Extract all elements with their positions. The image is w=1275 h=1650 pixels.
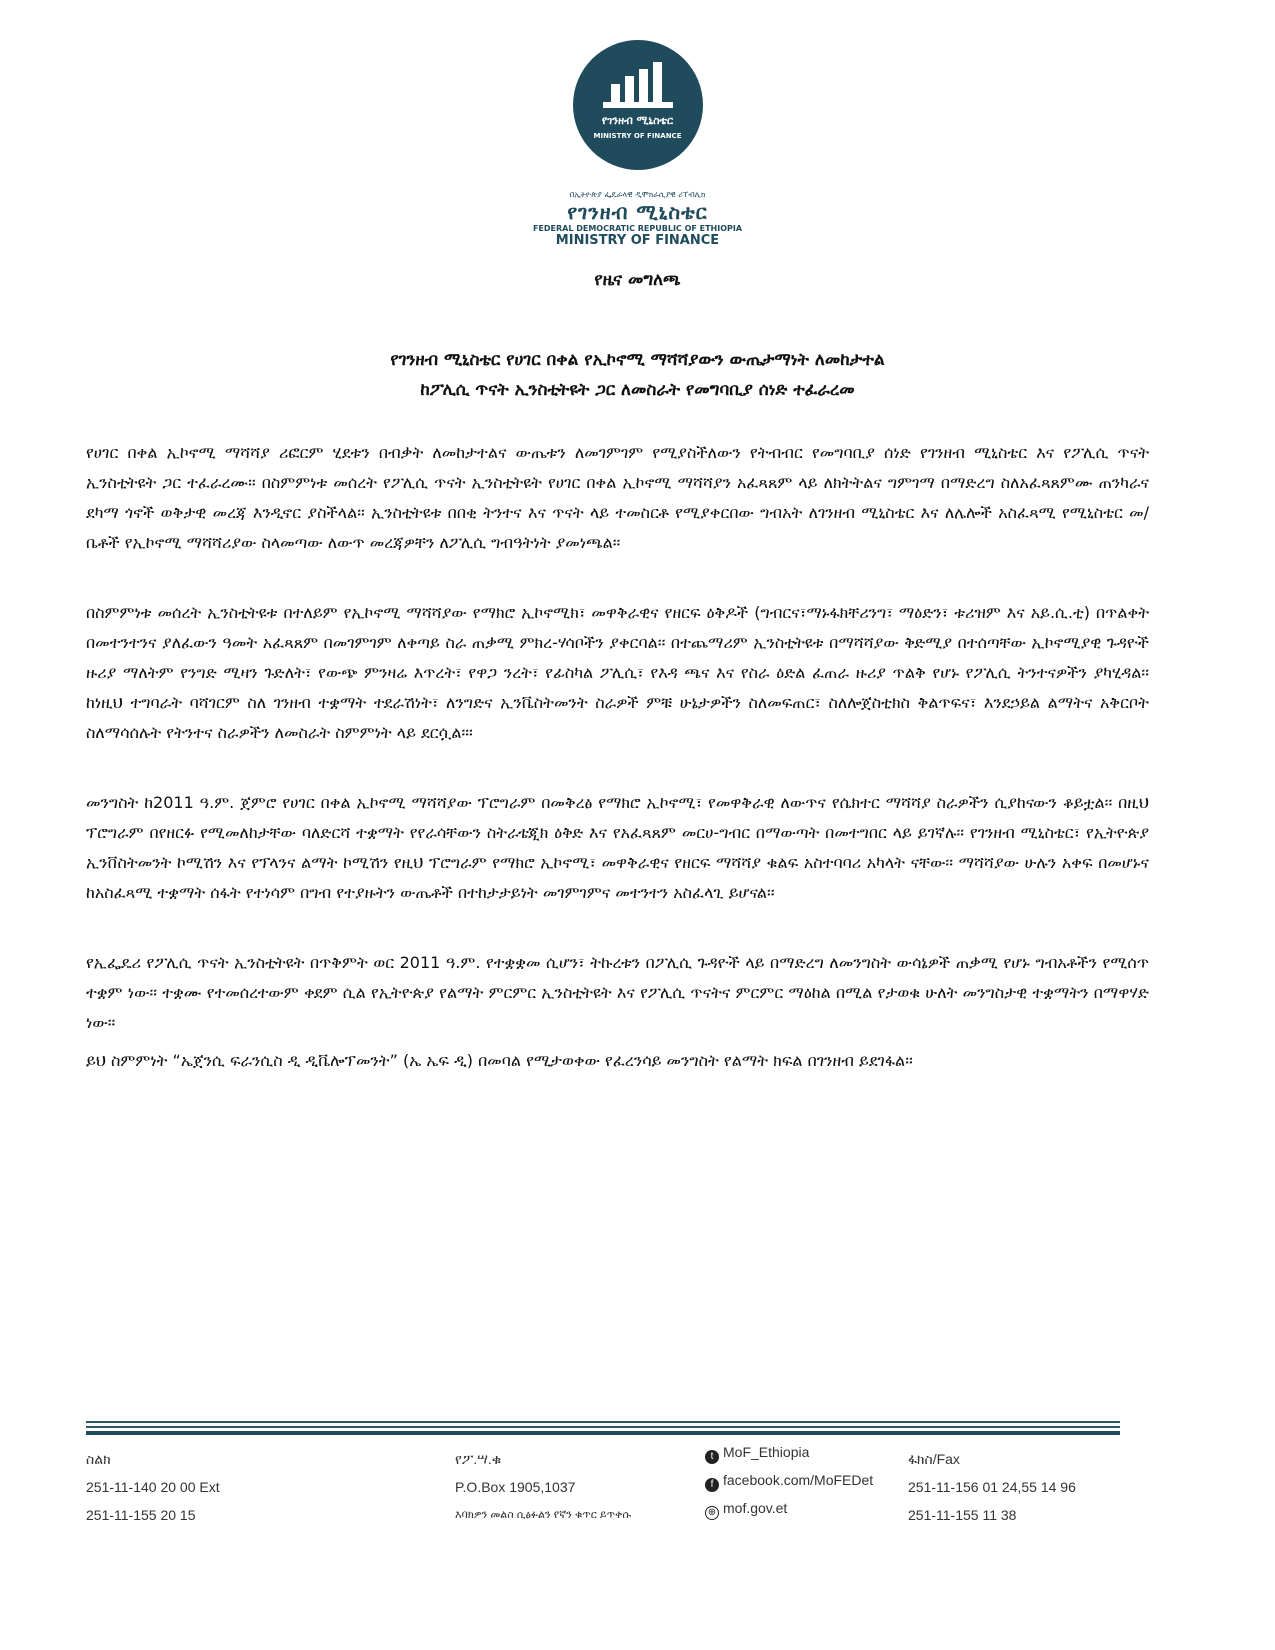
twitter-link[interactable]: MoF_Ethiopia bbox=[723, 1444, 810, 1460]
document-title: የገንዘብ ሚኒስቴር የሀገር በቀል የኢኮኖሚ ማሻሻያውን ውጤታማነት ለመከታተል ከፖሊሲ ጥናት ኢንስቲትዩት ጋር ለመስራት የመግባቢያ ሰነድ ተፈራረመ bbox=[390, 350, 885, 400]
footer-divider bbox=[86, 1426, 1120, 1428]
facebook-link[interactable]: facebook.com/MoFEDet bbox=[723, 1472, 874, 1488]
paragraph: መንግስት ከ2011 ዓ.ም. ጀምሮ የሀገር በቀል ኢኮኖሚ ማሻሻያው ፕሮግራም በመቅረፅ የማክሮ ኢኮኖሚ፣ የመዋቅራዊ ለውጥና የሴክተር ማሻሻያ ስራዎችን ሲያከናውን ቆይቷል፡፡ በዚህ ፕሮግራም በየዘርፉ የሚመለከታቸው ባለድርሻ ተቋማት የየራሳቸውን ስትራቴጂክ ዕቅድ እና የአፈጻጸም መርሀ-ግብር በማውጣት በመተግበር ላይ ይገኛሉ፡፡ የገንዘብ ሚኒስቴር፣ የኢትዮጵያ ኢንቨስትመንት ኮሚሽን እና የፕላንና ልማት ኮሚሽን የዚህ ፕሮግራም የማክሮ ኢኮኖሚ፣ መዋቅራዊና የዘርፍ ማሻሻያ ቁልፍ አስተባባሪ አካላት ናቸው፡፡ ማሻሻያው ሁሉን አቀፍ በመሆኑና ከአስፈጻሚ ተቋማት ሰፋት የተነሳም በግብ የተያዙትን ውጤቶች በተከታታይነት መገምገምና መተንተን አስፈላጊ ይሆናል፡፡ bbox=[86, 793, 1149, 902]
document-heading: የዜና መግለጫ bbox=[594, 270, 681, 290]
document-body bbox=[86, 438, 1149, 1116]
footer-pobox: የፖ.ሣ.ቁ P.O.Box 1905,1037 እባክዎን መልስ ሲፅፉልን የኛን ቁጥር ይጥቀሱ bbox=[455, 1451, 632, 1521]
paragraph: የሀገር በቀል ኢኮኖሚ ማሻሻያ ሪፎርም ሂደቱን በብቃት ለመከታተልና ውጤቱን ለመገምገም የሚያስችለውን የትብብር የመግባቢያ ሰነድ የገንዘብ ሚኒስቴር እና የፖሊሲ ጥናት ኢንስቲትዩት ጋር ተፈራረሙ፡፡ በስምምነቱ መሰረት የፖሊሲ ጥናት ኢንስቲትዩት የሀገር በቀል ኢኮኖሚ ማሻሻያን አፈጻጸም ላይ ለክትትልና ግምገማ በማድረግ ስለአፈጻጸምሙ ጠንካራና ደካማ ጎኖች ወቅታዊ መረጃ እንዲኖር ያስችላል፡፡ ኢንስቲትዩቱ በበቂ ትንተና እና ጥናት ላይ ተመስርቶ የሚያቀርበው ግብአት ለገንዘብ ሚኒስቴር እና ለሌሎች አስፈጻሚ የሚኒስቴር መ/ቤቶች የኢኮኖሚ ማሻሻሪያው ስላመጣው ለውጥ መረጃዎቸን ለፖሊሲ ግብዓትነት ያመነጫል፡፡ bbox=[86, 443, 1149, 552]
twitter-icon: t bbox=[705, 1450, 719, 1464]
footer-phone: ስልክ 251-11-140 20 00 Ext 251-11-155 20 15 bbox=[86, 1451, 220, 1523]
paragraph: የኢፌዴሪ የፖሊሲ ጥናት ኢንስቲትዩት በጥቅምት ወር 2011 ዓ.ም. የተቋቋመ ሲሆን፣ ትኩረቱን በፖሊሲ ጉዳዮች ላይ በማድረግ ለመንግስት ውሳኔዎች ጠቃሚ የሆኑ ግብአቶችን የሚሰጥ ተቋም ነው፡፡ ተቋሙ የተመሰረተውም ቀደም ሲል የኢትዮጵያ የልማት ምርምር ኢንስቲትዩት እና የፖሊሲ ጥናትና ምርምር ማዕከል በሚል የታወቁ ሁለት መንግስታዊ ተቋማትን በማዋሃድ ነው፡፡ bbox=[86, 953, 1149, 1032]
website-link[interactable]: mof.gov.et bbox=[723, 1500, 788, 1516]
ministry-seal: የገንዘብ ሚኒስቴር MINISTRY OF FINANCE bbox=[573, 40, 703, 170]
footer-divider bbox=[86, 1431, 1120, 1435]
footer-social bbox=[705, 1438, 873, 1522]
footer-divider bbox=[86, 1421, 1120, 1423]
footer-fax: ፋክስ/Fax 251-11-156 01 24,55 14 96 251-11-155 11 38 bbox=[908, 1451, 1076, 1523]
facebook-icon: f bbox=[705, 1478, 719, 1492]
paragraph: በስምምነቱ መሰረት ኢንስቲትዩቱ በተለይም የኢኮኖሚ ማሻሻያው የማክሮ ኢኮኖሚክ፣ መዋቅራዊና የዘርፍ ዕቅዶች (ግብርና፣ማኑፋክቸሪንግ፣ ማዕድን፣ ቱሪዝም እና አይ.ሲ.ቲ) በጥልቀት በመተንተንና ያለፈውን ዓመት አፈጻጸም በመገምገም ለቀጣይ ስራ ጠቃሚ ምክረ-ሃሳቦችን ያቀርባል፡፡ በተጨማሪም ኢንስቲትዩቱ በማሻሻያው ቅድሚያ በተሰጣቸው ኢኮኖሚያዊ ጉዳዮች ዙሪያ ማለትም የንግድ ሚዛን ጉድለት፣ የውጭ ምንዛሬ እጥረት፣ የዋጋ ንረት፣ የፊስካል ፖሊሲ፣ የእዳ ጫና እና የስራ ዕድል ፈጠራ ዙሪያ ጥልቅ የሆኑ የፖሊሲ ትንተናዎችን ያካሂዳል፡፡ ከነዚህ ተግባራት ባሻገርም ስለ ገንዘብ ተቋማት ተደራሽነት፣ ለንግድና ኢንቬስትመንት ስራዎች ምቹ ሁኔታዎችን ስለመፍጠር፣ ስለሎጀስቲክስ ቅልጥፍና፣ እንደኃይል ልማትና አቅርቦት ስለማሳሰሉት የትንተና ስራዎችን ለመስራት ስምምነት ላይ ደርሷል፡፡፡ bbox=[86, 603, 1149, 742]
ministry-logo: የገንዘብ ሚኒስቴር MINISTRY OF FINANCE በኢትዮጵያ ፌዴራላዊ ዲሞክራሲያዊ ሪፐብሊክ የገንዘብ ሚኒስቴር FEDERAL DEMOCRATIC REPUBLIC OF ETHIOPIA MINISTRY OF FINANCE bbox=[0, 40, 1275, 248]
paragraph: ይህ ስምምነት “ኤጀንሲ ፍራንሲስ ዲ ዲቬሎፕመንት” (ኤ ኤፍ ዲ) በመባል የሚታወቀው የፈረንሳይ መንግስት የልማት ክፍል በገንዘብ ይደገፋል፡፡ bbox=[86, 1051, 913, 1070]
globe-icon: ⊕ bbox=[705, 1506, 719, 1520]
